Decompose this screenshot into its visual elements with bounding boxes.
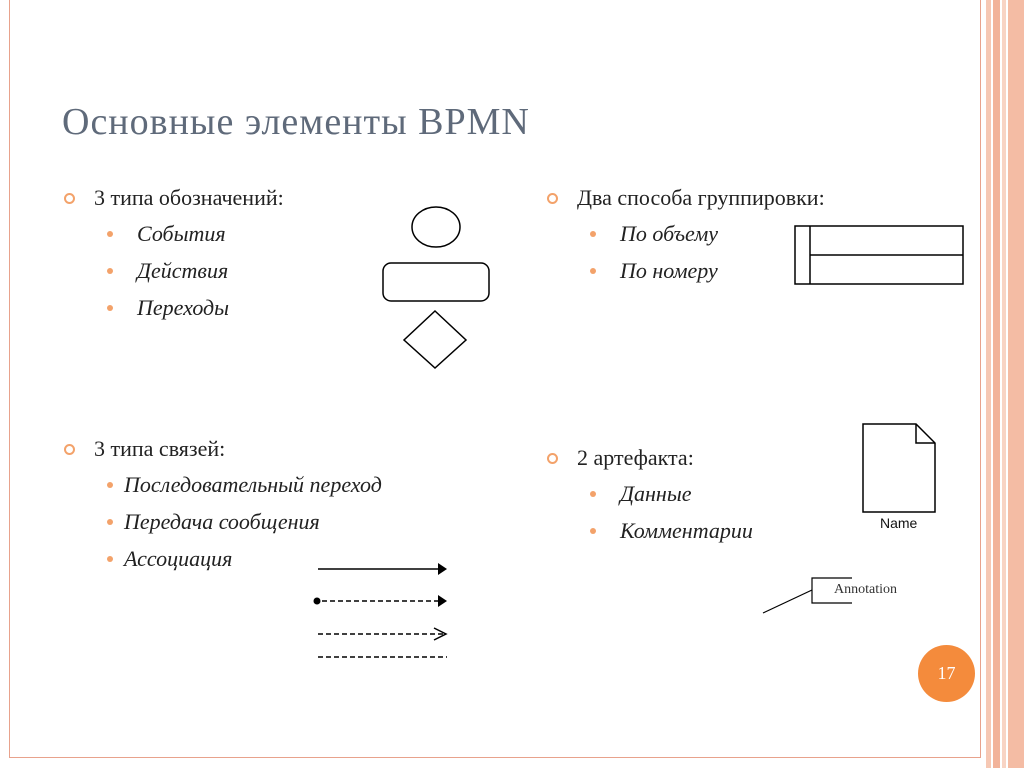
list-item: Передача сообщения xyxy=(124,509,320,534)
event-shape xyxy=(412,207,460,247)
list-item: Последовательный переход xyxy=(124,472,382,497)
slide-number-badge: 17 xyxy=(918,645,975,702)
list-item: Действия xyxy=(137,258,229,283)
sequence-flow-arrowhead xyxy=(438,563,447,575)
links-heading: 3 типа связей: xyxy=(94,436,226,461)
list-item: Данные xyxy=(620,481,692,506)
list-item: Ассоциация xyxy=(124,546,233,571)
annotation-label: Annotation xyxy=(834,582,897,597)
grouping-heading: Два способа группировки: xyxy=(577,185,825,210)
gateway-shape xyxy=(404,311,466,368)
message-flow-start xyxy=(314,598,321,605)
artifacts-heading: 2 артефакта: xyxy=(577,445,694,470)
message-flow-arrowhead xyxy=(438,595,447,607)
annotation-connector xyxy=(763,590,812,613)
activity-shape xyxy=(383,263,489,301)
list-item: События xyxy=(137,221,226,246)
list-item: Переходы xyxy=(137,295,230,320)
list-item: Комментарии xyxy=(620,518,753,543)
list-item: По объему xyxy=(620,221,719,246)
slide-title: Основные элементы BPMN xyxy=(62,101,530,143)
notation-heading: 3 типа обозначений: xyxy=(94,185,284,210)
data-object-label: Name xyxy=(880,515,918,531)
data-object-shape xyxy=(863,424,935,512)
list-item: По номеру xyxy=(620,258,718,283)
